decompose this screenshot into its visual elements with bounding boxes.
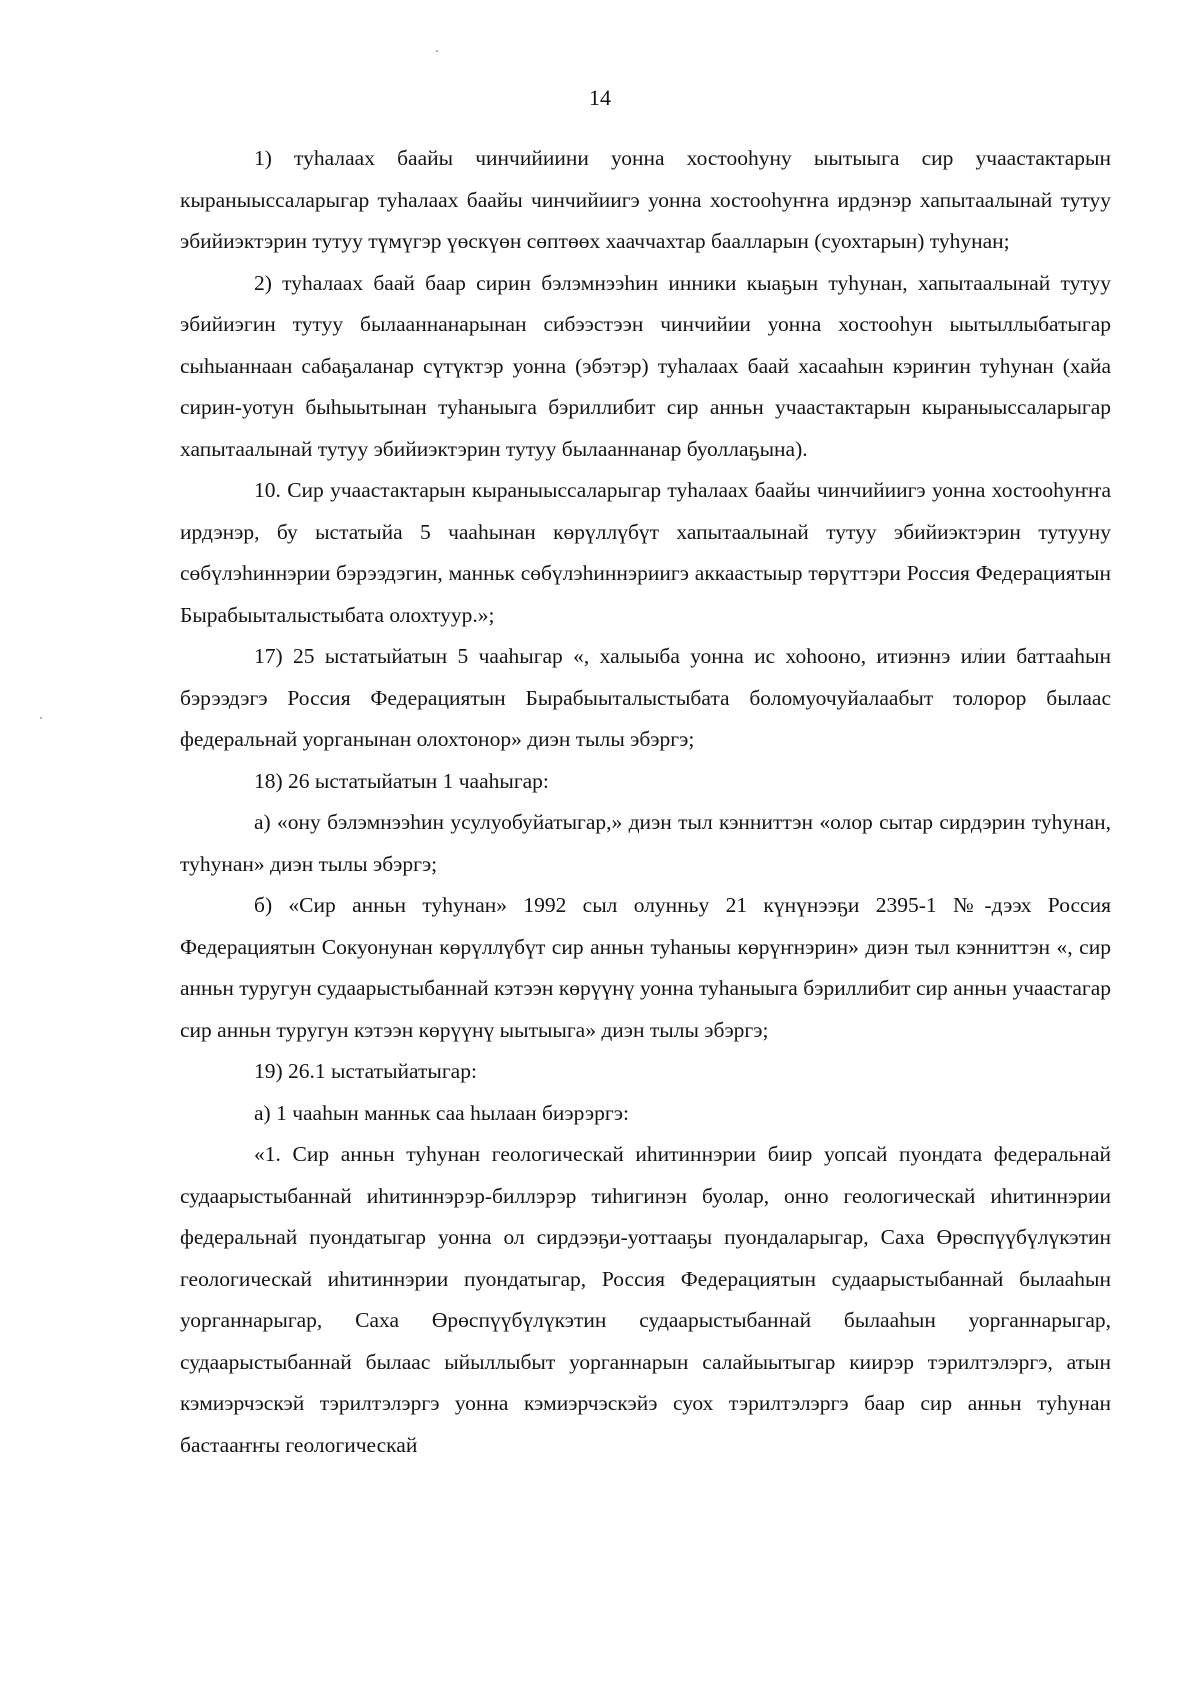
scan-speck <box>436 50 438 52</box>
document-body <box>180 138 1111 1466</box>
paragraph: 17) 25 ыстатыйатын 5 чааһыгар «, халыыба уонна ис хоһооно, итиэннэ илии баттааһын бэрээдэгэ Россия Федерациятын Бырабыыталыстыбата боломуочуйалаабыт толорор былаас федеральнай уорганынан олохтонор» диэн тылы эбэргэ; <box>180 644 1111 751</box>
paragraph: «1. Сир анньн туһунан геологическай иһитиннэрии биир уопсай пуондата федеральнай судаарыстыбаннай иһитиннэрэр-биллэрэр тиһигинэн буолар, онно геологическай иһитиннэрии федеральнай пуондатыгар уонна ол сирдээҕи-уоттааҕы пуондаларыгар, Саха Өрөспүүбүлүкэтин геологическай иһитиннэрии пуондатыгар, Россия Федерациятын судаарыстыбаннай былааһын уорганнарыгар, Саха Өрөспүүбүлүкэтин судаарыстыбаннай былааһын уорганнарыгар, судаарыстыбаннай былаас ыйыллыбыт уорганнарын салайыытыгар киирэр тэрилтэлэргэ, атын кэмиэрчэскэй тэрилтэлэргэ уонна кэмиэрчэскэйэ суох тэрилтэлэргэ баар сир анньн туһунан бастааҥҥы геологическай <box>180 1142 1111 1457</box>
page-number: 14 <box>589 85 611 110</box>
paragraph: 10. Сир учаастактарын кыраныыссаларыгар туһалаах баайы чинчийиигэ уонна хостооһуҥҥа ирдэнэр, бу ыстатыйа 5 чааһынан көрүллүбүт хапытаалынай тутуу эбийиэктэрин тутууну сөбүлэһиннэрии бэрээдэгин, манньк сөбүлэһиннэриигэ аккаастыыр төрүттэри Россия Федерациятын Бырабыыталыстыбата олохтуур.»; <box>180 478 1111 627</box>
paragraph: а) 1 чааһын манньк саа һылаан биэрэргэ: <box>254 1100 629 1125</box>
scan-speck <box>40 717 42 719</box>
paragraph: а) «ону бэлэмнээһин усулуобуйатыгар,» диэн тыл кэнниттэн «олор сытар сирдэрин туһунан, туһунан» диэн тылы эбэргэ; <box>180 810 1111 876</box>
paragraph: б) «Сир анньн туһунан» 1992 сыл олунньу 21 күнүнээҕи 2395-1 №-дээх Россия Федерациятын Сокуонунан көрүллүбүт сир анньн туһаныы көрүҥнэрин» диэн тыл кэнниттэн «, сир анньн туругун судаарыстыбаннай кэтээн көрүүнү уонна туһаныыга бэриллибит сир анньн учаастагар сир анньн туругун кэтээн көрүүнү ыытыыга» диэн тылы эбэргэ; <box>180 893 1111 1042</box>
paragraph: 19) 26.1 ыстатыйатыгар: <box>254 1059 477 1083</box>
paragraph: 2) туһалаах баай баар сирин бэлэмнээһин инники кыаҕын туһунан, хапытаалынай тутуу эбийиэгин тутуу былааннанарынан сибээстээн чинчийии уонна хостооһун ыытыллыбатыгар сыһыаннаан сабаҕаланар сүтүктэр уонна (эбэтэр) туһалаах баай хасааһын кэриҥин туһунан (хайа сирин-уотун быһыытынан туһаныыга бэриллибит сир анньн учаастактарын кыраныыссаларыгар хапытаалынай тутуу эбийиэктэрин тутуу былааннанар буоллаҕына). <box>180 270 1111 461</box>
paragraph: 1) туһалаах баайы чинчийиини уонна хостооһуну ыытыыга сир учаастактарын кыраныыссаларыгар туһалаах баайы чинчийиигэ уонна хостооһуҥҥа ирдэнэр хапытаалынай тутуу эбийиэктэрин тутуу түмүгэр үөскүөн сөптөөх хааччахтар баалларын (суохтарын) туһунан; <box>180 146 1111 253</box>
paragraph: 18) 26 ыстатыйатын 1 чааһыгар: <box>254 768 549 793</box>
